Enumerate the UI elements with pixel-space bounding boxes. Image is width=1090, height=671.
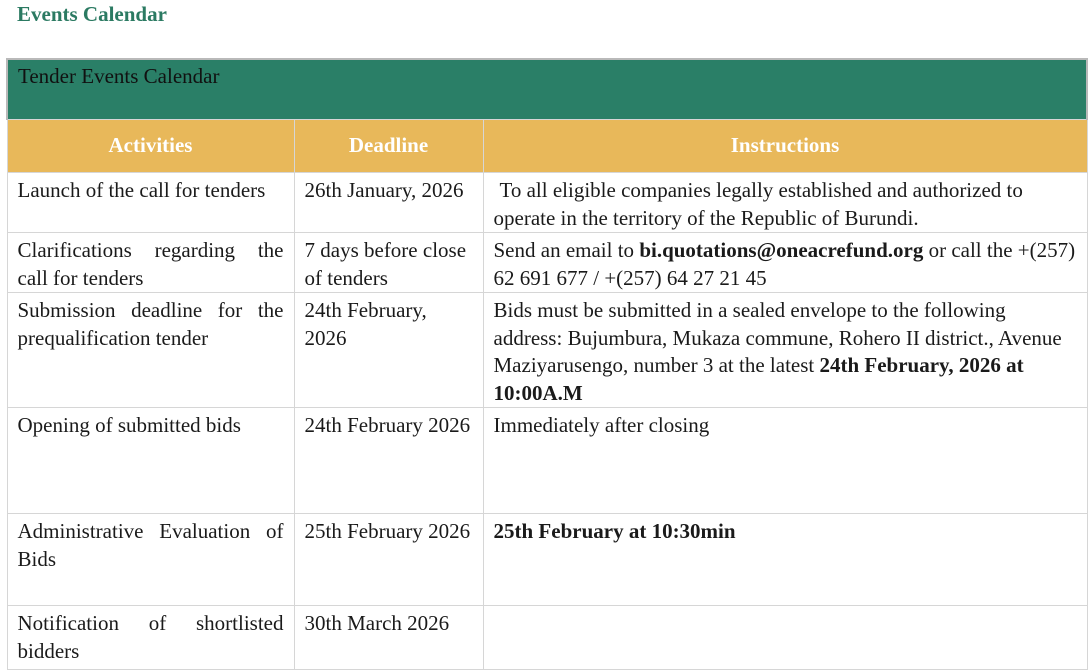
deadline-emphasis: 24th February, 2026 at 10:00A.M: [493, 353, 1024, 405]
deadline-cell: 24th February, 2026: [294, 293, 483, 408]
table-row: [7, 514, 1087, 606]
deadline-cell: 26th January, 2026: [294, 173, 483, 233]
column-header-deadline: Deadline: [294, 120, 483, 173]
activity-cell: Launch of the call for tenders: [7, 173, 294, 233]
table-row: [7, 293, 1087, 408]
instructions-cell: [483, 293, 1087, 408]
table-row: [7, 173, 1087, 233]
table-row: [7, 408, 1087, 514]
activity-cell: Notification of shortlisted bidders: [7, 606, 294, 670]
instructions-cell: [483, 514, 1087, 606]
activity-cell: Administrative Evaluation of Bids: [7, 514, 294, 606]
deadline-cell: 30th March 2026: [294, 606, 483, 670]
table-header-row: [7, 120, 1087, 173]
activity-cell: Submission deadline for the prequalification tender: [7, 293, 294, 408]
activity-cell: Opening of submitted bids: [7, 408, 294, 514]
column-header-activities: Activities: [7, 120, 294, 173]
instructions-cell: [483, 606, 1087, 670]
column-header-instructions: Instructions: [483, 120, 1087, 173]
page-title: Events Calendar: [17, 2, 167, 26]
table-banner: Tender Events Calendar: [7, 59, 1087, 120]
instructions-cell: Immediately after closing: [483, 408, 1087, 514]
instructions-text: Send an email to: [493, 238, 640, 262]
instructions-text: or call the +(257) 62 691 677 / +(257) 64 27 21 45: [493, 238, 1076, 290]
instructions-text: Bids must be submitted in a sealed envelope to the following address: Bujumbura, Mukaza commune, Rohero II district., Avenue Maziyarusengo, number 3 at the latest: [493, 298, 1062, 377]
contact-email: bi.quotations@oneacrefund.org: [639, 238, 924, 262]
deadline-cell: 7 days before close of tenders: [294, 233, 483, 293]
table-banner-row: [7, 59, 1087, 120]
instructions-cell: [483, 173, 1087, 233]
table-row: [7, 606, 1087, 670]
activity-cell: Clarifications regarding the call for tenders: [7, 233, 294, 293]
deadline-cell: 25th February 2026: [294, 514, 483, 606]
events-calendar-table: [6, 58, 1088, 670]
evaluation-time: 25th February at 10:30min: [493, 519, 736, 543]
deadline-cell: 24th February 2026: [294, 408, 483, 514]
table-row: [7, 233, 1087, 293]
instructions-cell: [483, 233, 1087, 293]
instructions-text: To all eligible companies legally established and authorized to operate in the territory of the Republic of Burundi.: [493, 178, 1023, 230]
